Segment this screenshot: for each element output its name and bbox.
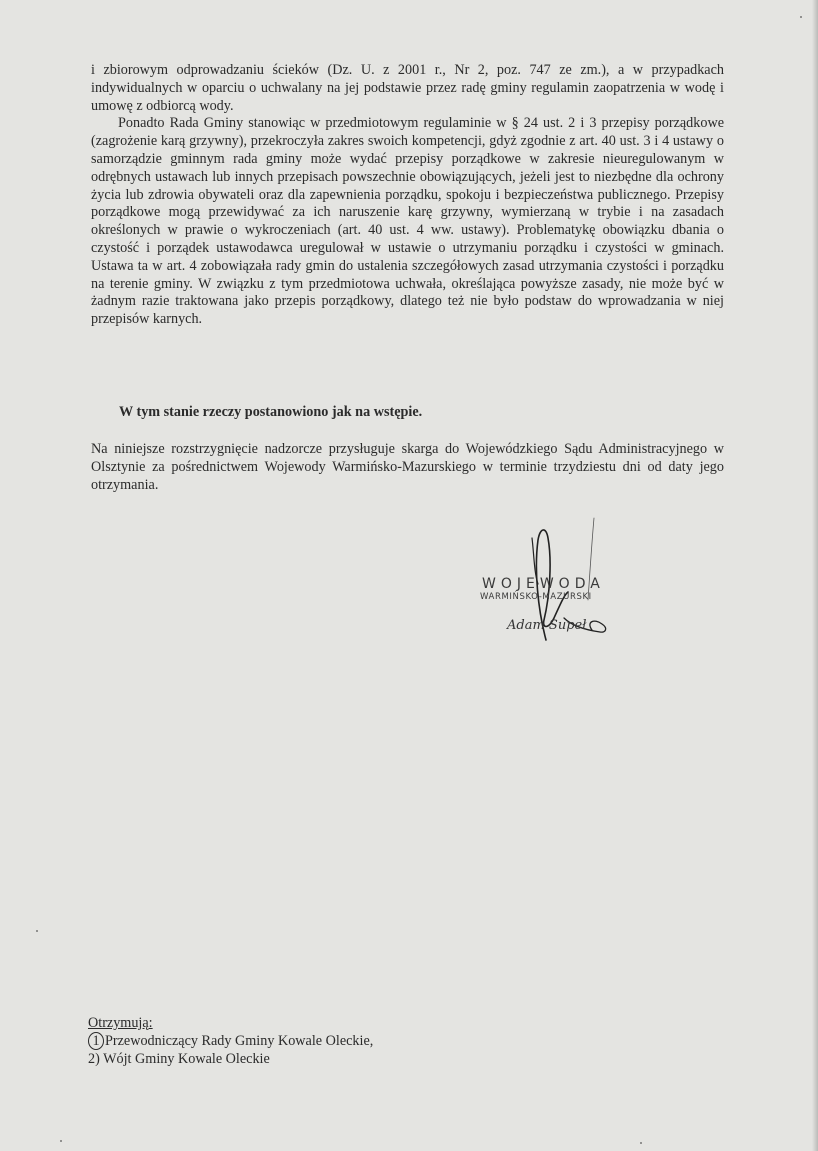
recipient-item: [88, 1050, 373, 1068]
stamp-title: WOJEWODA: [482, 576, 605, 592]
stamp-subtitle: WARMIŃSKO-MAZURSKI: [480, 592, 592, 602]
complaint-instruction: Na niniejsze rozstrzygnięcie nadzorcze przysługuje skarga do Wojewódzkiego Sądu Administracyjnego w Olsztynie za pośrednictwem Wojewody Warmińsko-Mazurskiego w terminie trzydziestu dni od daty jego otrzymania.: [91, 441, 724, 493]
recipient-text: Wójt Gminy Kowale Oleckie: [103, 1051, 270, 1067]
recipient-text: Przewodniczący Rady Gminy Kowale Oleckie,: [105, 1033, 374, 1049]
recipients-list: [88, 1014, 373, 1068]
paragraph-main: Ponadto Rada Gminy stanowiąc w przedmiotowym regulaminie w § 24 ust. 2 i 3 przepisy porządkowe (zagrożenie karą grzywny), przekroczyła zakres swoich kompetencji, gdyż zgodnie z art. 40 ust. 3 i 4 ustawy o samorządzie gminnym rada gminy może wydać przepisy porządkowe w zakresie nieuregulowanym w odrębnych ustawach lub innych przepisach powszechnie obowiązujących, jeżeli jest to niezbędne dla ochrony życia lub zdrowia obywateli oraz dla zapewnienia porządku, spokoju i bezpieczeństwa publicznego. Przepisy porządkowe mogą przewidywać za ich naruszenie karę grzywny, wymierzaną w trybie i na zasadach określonych w prawie o wykroczeniach (art. 40 ust. 4 ww. ustawy). Problematykę obowiązku dbania o czystość i porządek ustawodawca uregulował w ustawie o utrzymaniu porządku i czystości w gminach. Ustawa ta w art. 4 zobowiązała rady gmin do ustalenia szczegółowych zasad utrzymania czystości i porządku na terenie gminy. W związku z tym przedmiotowa uchwała, określająca powyższe zasady, nie może być w żadnym razie traktowana jako przepis porządkowy, dlatego też nie było podstaw do wprowadzania w niej przepisów karnych.: [91, 115, 724, 328]
scan-speck: [800, 16, 802, 18]
paragraph-continuation: i zbiorowym odprowadzaniu ścieków (Dz. U. z 2001 r., Nr 2, poz. 747 ze zm.), a w przypadkach indywidualnych w oparciu o uchwalany na jej podstawie przez radę gminy regulamin zaopatrzenia w wodę i umowę z odbiorcą wody.: [91, 62, 724, 114]
official-stamp: [480, 576, 640, 646]
recipient-number: 2): [88, 1051, 100, 1067]
recipient-item: [88, 1032, 373, 1050]
recipient-number-circled: 1: [88, 1032, 104, 1050]
scan-speck: [36, 930, 38, 932]
scan-speck: [640, 1142, 642, 1144]
scan-speck: [60, 1140, 62, 1142]
body-text: [91, 62, 724, 329]
recipients-title: Otrzymują:: [88, 1015, 153, 1031]
stamp-signatory-name: Adam Supeł: [507, 618, 587, 633]
scan-edge-shadow: [812, 0, 818, 1151]
decision-statement: W tym stanie rzeczy postanowiono jak na wstępie.: [119, 404, 423, 420]
